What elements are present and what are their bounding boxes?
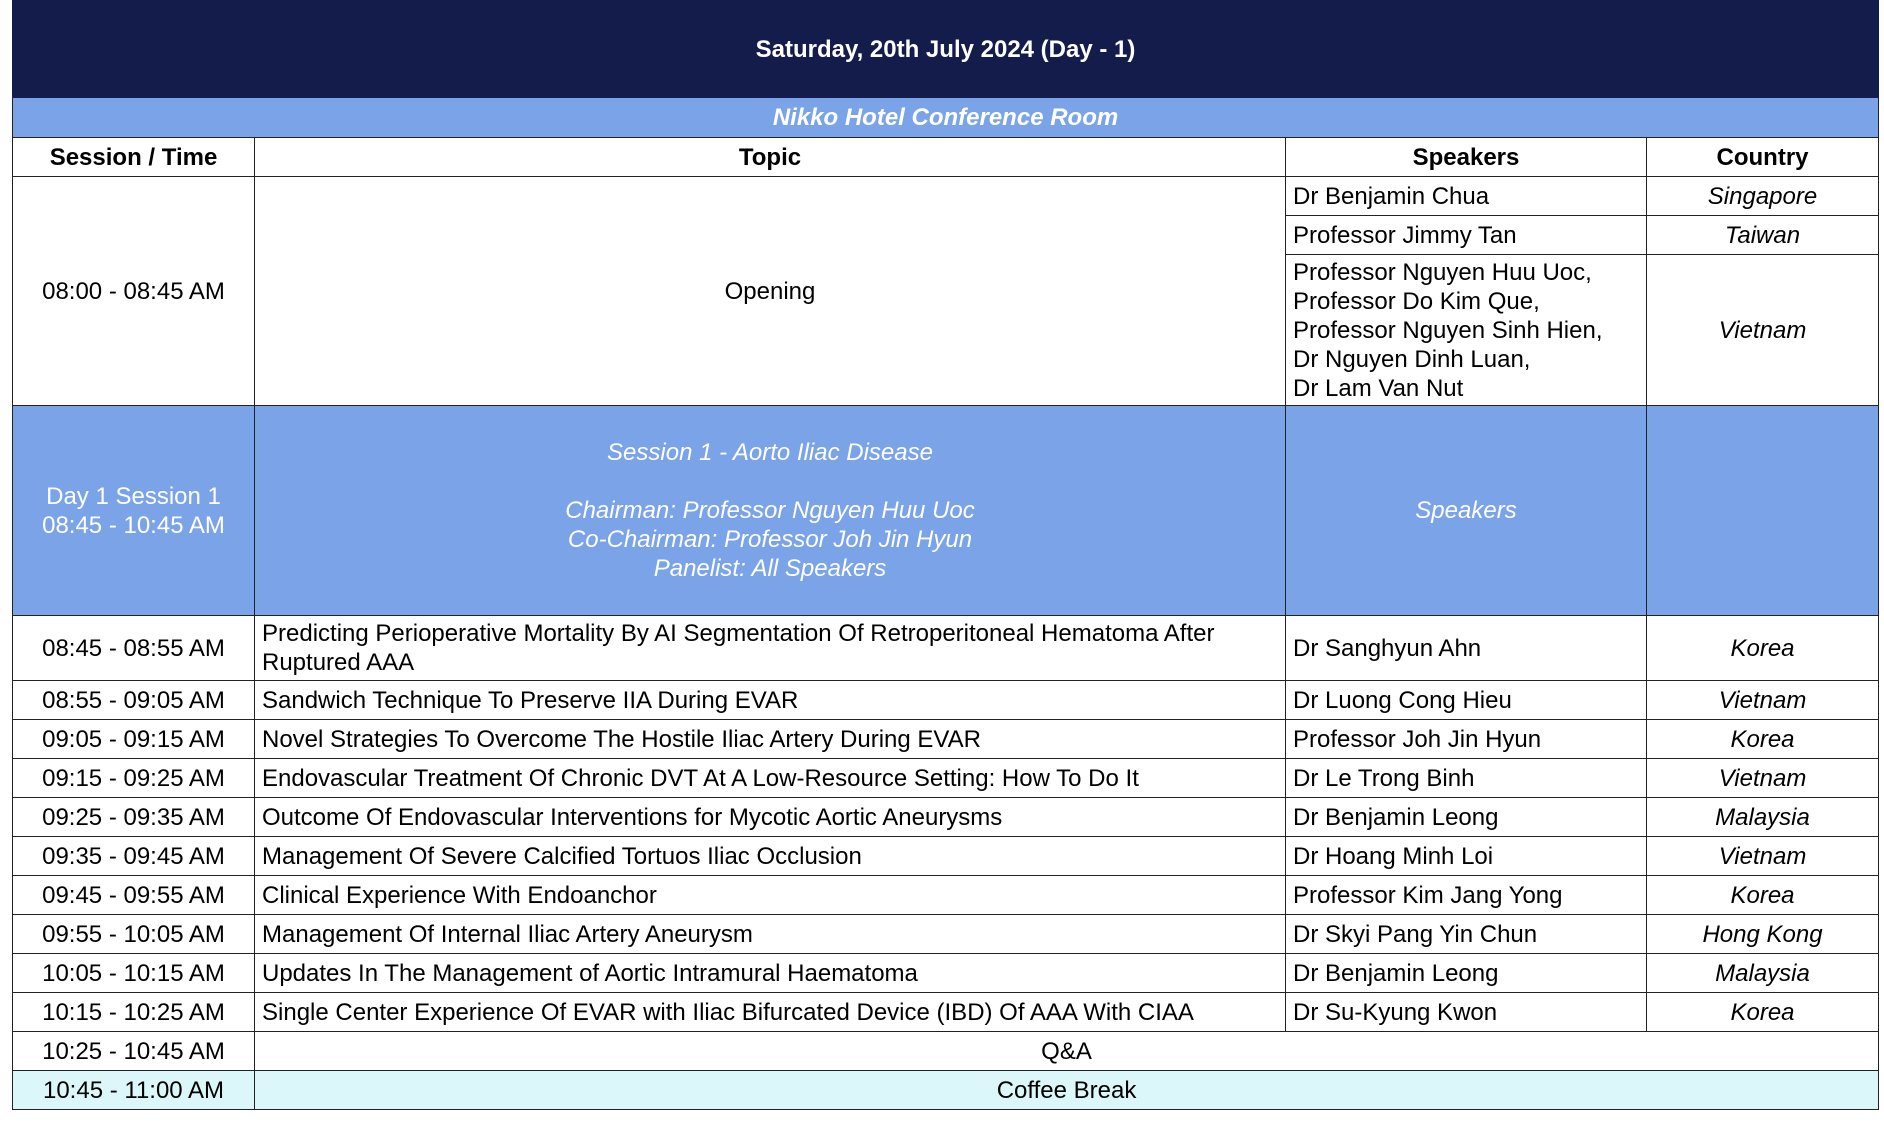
opening-row-1 (13, 177, 1879, 216)
talk-speaker: Dr Sanghyun Ahn (1286, 616, 1647, 681)
session-panelist: Panelist: All Speakers (653, 555, 887, 582)
session-label: Day 1 Session 1 (46, 482, 221, 510)
opening-group-country: Vietnam (1647, 255, 1879, 406)
opening-group-name: Professor Nguyen Sinh Hien, (1293, 316, 1603, 344)
session-title: Session 1 - Aorto Iliac Disease (607, 439, 933, 466)
talk-time: 09:55 - 10:05 AM (13, 915, 255, 954)
talk-time: 09:35 - 09:45 AM (13, 837, 255, 876)
talk-time: 09:25 - 09:35 AM (13, 798, 255, 837)
table-row (13, 993, 1879, 1032)
venue-row (13, 98, 1879, 138)
table-row (13, 798, 1879, 837)
talk-speaker: Dr Su-Kyung Kwon (1286, 993, 1647, 1032)
session-chairman: Chairman: Professor Nguyen Huu Uoc (565, 497, 975, 524)
session-speakers-label: Speakers (1286, 406, 1647, 616)
opening-group-name: Professor Do Kim Que, (1293, 287, 1540, 315)
header-speakers: Speakers (1286, 138, 1647, 177)
qa-label: Q&A (255, 1032, 1879, 1071)
talk-speaker: Dr Benjamin Leong (1286, 798, 1647, 837)
session-info-cell (255, 406, 1286, 616)
opening-group-name: Dr Nguyen Dinh Luan, (1293, 345, 1531, 373)
talk-topic: Updates In The Management of Aortic Intramural Haematoma (255, 954, 1286, 993)
qa-time: 10:25 - 10:45 AM (13, 1032, 255, 1071)
table-row (13, 915, 1879, 954)
talk-topic: Outcome Of Endovascular Interventions for Mycotic Aortic Aneurysms (255, 798, 1286, 837)
table-row (13, 837, 1879, 876)
opening-speaker-1: Dr Benjamin Chua (1286, 177, 1647, 216)
opening-country-1: Singapore (1647, 177, 1879, 216)
talk-country: Vietnam (1647, 681, 1879, 720)
opening-topic: Opening (255, 177, 1286, 406)
session-country-empty (1647, 406, 1879, 616)
table-row (13, 616, 1879, 681)
talk-speaker: Dr Hoang Minh Loi (1286, 837, 1647, 876)
header-session-time: Session / Time (13, 138, 255, 177)
talk-time: 08:55 - 09:05 AM (13, 681, 255, 720)
talk-topic: Endovascular Treatment Of Chronic DVT At A Low-Resource Setting: How To Do It (255, 759, 1286, 798)
table-row (13, 759, 1879, 798)
venue-title: Nikko Hotel Conference Room (13, 98, 1879, 138)
talk-country: Vietnam (1647, 759, 1879, 798)
talk-country: Malaysia (1647, 798, 1879, 837)
talk-time: 09:45 - 09:55 AM (13, 876, 255, 915)
talk-country: Hong Kong (1647, 915, 1879, 954)
opening-group-name: Professor Nguyen Huu Uoc, (1293, 258, 1592, 286)
talk-topic: Management Of Severe Calcified Tortuos Iliac Occlusion (255, 837, 1286, 876)
table-row (13, 954, 1879, 993)
coffee-time: 10:45 - 11:00 AM (13, 1071, 255, 1110)
header-row (13, 138, 1879, 177)
coffee-row (13, 1071, 1879, 1110)
talk-speaker: Dr Le Trong Binh (1286, 759, 1647, 798)
talk-country: Korea (1647, 876, 1879, 915)
schedule-table (12, 0, 1879, 1110)
talk-topic: Clinical Experience With Endoanchor (255, 876, 1286, 915)
talk-time: 09:05 - 09:15 AM (13, 720, 255, 759)
talk-country: Korea (1647, 616, 1879, 681)
table-row (13, 720, 1879, 759)
day-title: Saturday, 20th July 2024 (Day - 1) (13, 1, 1879, 98)
talk-topic: Single Center Experience Of EVAR with Iliac Bifurcated Device (IBD) Of AAA With CIAA (255, 993, 1286, 1032)
talk-time: 10:05 - 10:15 AM (13, 954, 255, 993)
talk-speaker: Dr Benjamin Leong (1286, 954, 1647, 993)
qa-row (13, 1032, 1879, 1071)
talk-topic: Management Of Internal Iliac Artery Aneurysm (255, 915, 1286, 954)
opening-country-2: Taiwan (1647, 216, 1879, 255)
talk-topic: Novel Strategies To Overcome The Hostile Iliac Artery During EVAR (255, 720, 1286, 759)
table-row (13, 681, 1879, 720)
header-country: Country (1647, 138, 1879, 177)
talk-topic: Predicting Perioperative Mortality By AI Segmentation Of Retroperitoneal Hematoma After Ruptured AAA (255, 616, 1286, 681)
talk-speaker: Dr Skyi Pang Yin Chun (1286, 915, 1647, 954)
opening-speaker-group (1286, 255, 1647, 406)
talk-speaker: Professor Kim Jang Yong (1286, 876, 1647, 915)
session-row (13, 406, 1879, 616)
talk-speaker: Professor Joh Jin Hyun (1286, 720, 1647, 759)
talk-time: 10:15 - 10:25 AM (13, 993, 255, 1032)
talk-country: Malaysia (1647, 954, 1879, 993)
talk-country: Korea (1647, 993, 1879, 1032)
talk-speaker: Dr Luong Cong Hieu (1286, 681, 1647, 720)
opening-time: 08:00 - 08:45 AM (13, 177, 255, 406)
session-cochairman: Co-Chairman: Professor Joh Jin Hyun (567, 526, 973, 553)
talk-country: Korea (1647, 720, 1879, 759)
session-label-cell (13, 406, 255, 616)
talk-country: Vietnam (1647, 837, 1879, 876)
opening-speaker-2: Professor Jimmy Tan (1286, 216, 1647, 255)
coffee-label: Coffee Break (255, 1071, 1879, 1110)
opening-group-name: Dr Lam Van Nut (1293, 374, 1464, 402)
talk-topic: Sandwich Technique To Preserve IIA During EVAR (255, 681, 1286, 720)
session-time: 08:45 - 10:45 AM (42, 511, 225, 539)
day-title-row (13, 1, 1879, 98)
talk-time: 09:15 - 09:25 AM (13, 759, 255, 798)
talk-time: 08:45 - 08:55 AM (13, 616, 255, 681)
table-row (13, 876, 1879, 915)
header-topic: Topic (255, 138, 1286, 177)
